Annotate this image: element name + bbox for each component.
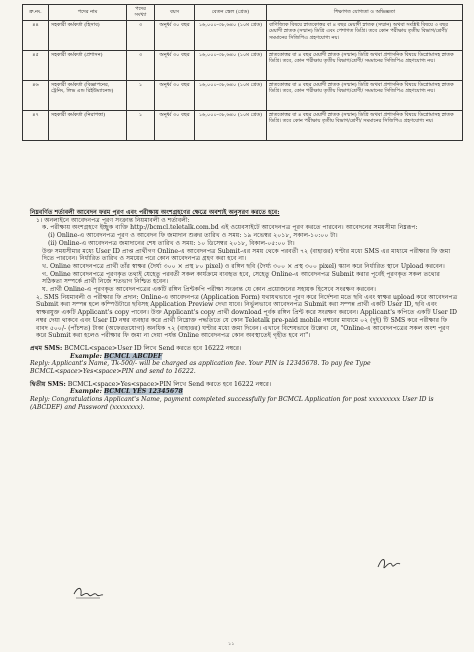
cell-age: অনূর্ধ্ব ৩০ বছর (155, 50, 195, 80)
cell-post: সহকারী কর্মকর্তা (প্রশাসন) (49, 50, 127, 80)
instructions-heading: নিম্নবর্ণিত শর্তাবলী আবেদন ফরম পূরণ এবং পরীক্ষায় অংশগ্রহণের ক্ষেত্রে অবশ্যই অনুসরণ করতে হবে: (30, 209, 280, 216)
schedule-start: (i) Online-এ আবেদনপত্র পূরণ ও আবেদন ফি জমাদান শুরুর তারিখ ও সময়: ১৯ নভেম্বর ২০১৮, সকাল-১০:০০ টা। (48, 232, 338, 240)
page-number: ১১ (228, 641, 235, 647)
reply-1: Reply: Applicant's Name, Tk-500/- will be charged as application fee. Your PIN is 12345678. To pay fee Type BCMCL<space>Yes<space>PIN and send to 16222. (30, 360, 371, 376)
table-row (23, 80, 463, 110)
example-1-label: Example: (70, 352, 102, 360)
cell-post: সহকারী কর্মকর্তা (নিরাপত্তা) (49, 110, 127, 140)
cell-count: ৩ (127, 50, 155, 80)
col-header-count: পদের সংখ্যা (127, 5, 155, 21)
cell-pay: ১৬,০০০-৩৮,৬৪০ (১০ম গ্রেড) (195, 20, 267, 50)
schedule-end: (ii) Online-এ আবেদনপত্র জমাদানের শেষ তারিখ ও সময়: ১০ ডিসেম্বর ২০১৮, বিকাল-০৫:০০ টা। (48, 239, 295, 247)
cell-post: সহকারী কর্মকর্তা (হিসাব) (49, 20, 127, 50)
table-row (23, 50, 463, 80)
cell-serial: ৪৭ (23, 110, 49, 140)
cell-count: ৩ (127, 20, 155, 50)
cell-qualification: স্নাতকোত্তর বা ৪ বছর মেয়াদী স্নাতক (সম্মান) ডিগ্রি অথবা প্রশাসনিক বিষয়ে ডিপ্লোমাসহ স্নাতক ডিগ্রি। তবে, কোন পরীক্ষায় তৃতীয় বিভাগ/শ্রেণী/ সমমানের সিজিপিএ গ্রহণযোগ্য নয়। (267, 50, 463, 80)
cell-serial: ৪৬ (23, 80, 49, 110)
signature-left (72, 584, 104, 602)
sms-1-line (30, 345, 460, 353)
example-1-value: BCMCL ABCDEF (104, 352, 163, 360)
col-header-serial: ক্র.নং. (23, 5, 49, 21)
table-row (23, 110, 463, 140)
posts-table (22, 4, 463, 141)
col-header-qualification: শিক্ষাগত যোগ্যতা ও অভিজ্ঞতা (267, 5, 463, 21)
cell-age: অনূর্ধ্ব ৩০ বছর (155, 110, 195, 140)
reply-2: Reply: Congratulations Applicant's Name, payment completed successfully for BCMCL Application for post xxxxxxxxx User ID is (ABCDEF) and Password (xxxxxxxx). (30, 396, 434, 411)
col-header-post: পদের নাম (49, 5, 127, 21)
clause-ka (30, 224, 460, 232)
clause-ka-note: উক্ত সময়সীমার মধ্যে User ID প্রাপ্ত প্রার্থীগণ Online-এ আবেদনপত্র Submit-এর সময় থেকে পরবর্তী ৭২ (বাহাত্তর) ঘণ্টার মধ্যে SMS এর মাধ্যমে পরীক্ষার ফি জমা দিতে পারবেন। নির্ধারিত তারিখ ও সময়ের পরে কোন আবেদনপত্র গ্রহণ করা হবে না। (42, 247, 451, 263)
sms-1-label: প্রথম SMS: (30, 344, 63, 352)
clause-gha: ঘ. প্রার্থী Online-এ পূরণকৃত আবেদনপত্রের একটি রঙ্গিন প্রিন্টকপি পরীক্ষা সংক্রান্ত যে কোন প্রয়োজনের সহায়ক হিসেবে সংরক্ষণ করবেন। (42, 286, 376, 294)
sms-2-label: দ্বিতীয় SMS: (30, 380, 66, 388)
cell-qualification: বাণিজ্যিক বিষয়ে স্নাতকোত্তর বা ৪ বছর মেয়াদী স্নাতক (সম্মান) অথবা সংশ্লিষ্ট বিষয়ে ৩ বছর মেয়াদী স্নাতক (সম্মান) ডিগ্রি এবং পেশাগত ডিগ্রি। তবে কোন পরীক্ষায় তৃতীয় বিভাগ/শ্রেণী/সমমানের সিজিপিএ গ্রহণযোগ্য নয়। (267, 20, 463, 50)
cell-count: ১ (127, 80, 155, 110)
cell-age: অনূর্ধ্ব ৩০ বছর (155, 20, 195, 50)
cell-serial: ৪৪ (23, 20, 49, 50)
table-row (23, 20, 463, 50)
sms-2-text: BCMCL<space>Yes<space>PIN লিখে Send করতে হবে 16222 নম্বরে। (67, 380, 272, 388)
cell-pay: ১৬,০০০-৩৮,৬৪০ (১০ম গ্রেড) (195, 50, 267, 80)
cell-serial: ৪৫ (23, 50, 49, 80)
sms-1-text: BCMCL<space>User ID লিখে Send করতে হবে 16222 নম্বরে। (64, 344, 242, 352)
example-2 (30, 388, 460, 396)
example-2-value: BCMCL YES 12345678 (104, 388, 183, 396)
cell-pay: ১৬,০০০-৩৮,৬৪০ (১০ম গ্রেড) (195, 110, 267, 140)
clause-ga: গ. Online আবেদনপত্রে পূরণকৃত তথ্যই যেহেতু পরবর্তী সকল কার্যক্রমে ব্যবহৃত হবে, সেহেতু Online-এ আবেদনপত্র Submit করার পূর্বেই পূরণকৃত সকল তথ্যের সঠিকতা সম্পর্কে প্রার্থী নিজে শতভাগ নিশ্চিত হবেন। (42, 270, 440, 286)
sms-2-line (30, 381, 460, 389)
cell-pay: ১৬,০০০-৩৮,৬৪০ (১০ম গ্রেড) (195, 80, 267, 110)
clause-kha: খ. Online আবেদনপত্রে প্রার্থী তাঁর স্বাক্ষর (দৈর্ঘ্য ৩০০ × প্রস্থ ৮০ pixel) ও রঙ্গিন ছবি (দৈর্ঘ্য ৩০০ × প্রস্থ ৩০০ pixel) স্ক্যান করে নির্ধারিত স্থানে Upload করবেন। (42, 262, 445, 270)
instructions-section (30, 209, 460, 412)
cell-age: অনূর্ধ্ব ৩০ বছর (155, 80, 195, 110)
clause-ka-text: ক. পরীক্ষায় অংশগ্রহণে ইচ্ছুক ব্যক্তি http://bcmcl.teletalk.com.bd এই ওয়েবসাইটে আবেদনপত্র পূরণ করতে পারবেন। আবেদনের সময়সীমা নিম্নরূপ: (42, 224, 418, 232)
cell-count: ১ (127, 110, 155, 140)
cell-post: সহকারী কর্মকর্তা (বিজ্ঞাপনের, ট্রেনিং, লিভ এন্ড রিইউম্যানেন্ড) (49, 80, 127, 110)
section-2-text: ২. SMS নিয়মাবলী ও পরীক্ষার ফি প্রদান: Online-এ আবেদনপত্র (Application Form) যথাযথভাবে পূরণ করে নির্দেশনা মতে ছবি এবং স্বাক্ষর upload করে আবেদনপত্র Submit করা সম্পন্ন হলে কম্পিউটারে ছবিসহ Application Preview দেখা যাবে। নির্ভুলভাবে আবেদনপত্র Submit করা সম্পন্ন প্রার্থী একটি User ID, ছবি এবং স্বাক্ষরযুক্ত একটি Applicant's copy পাবেন। উক্ত Applicant's copy প্রার্থী download পূর্বক রঙ্গিন প্রিন্ট করে সংরক্ষণ করবেন। Applicant's কপিতে একটি User ID নম্বর দেয়া থাকবে এবং User ID নম্বর ব্যবহার করে প্রার্থী নিম্নোক্ত পদ্ধতিতে যে কোন Teletalk pre-paid mobile নম্বরের মাধ্যমে ০২ (দুই) টি SMS করে পরীক্ষার ফি বাবদ ৫০০/- (পাঁচশত) টাকা (অফেরতযোগ্য) অনধিক ৭২ (বাহাত্তর) ঘণ্টার মধ্যে জমা দিবেন। এখানে বিশেষভাবে উল্লেখ্য যে, "Online-এ আবেদনপত্রের সকল অংশ পূরণ করে Submit করা হলেও পরীক্ষার ফি জমা না দেয়া পর্যন্ত Online আবেদনপত্র কোন অবস্থাতেই গৃহীত হবে না"। (36, 293, 458, 340)
col-header-pay: বেতন স্কেল (গ্রেড) (195, 5, 267, 21)
col-header-age: বয়স (155, 5, 195, 21)
section-1-title: ১। অনলাইনে আবেদনপত্র পূরণ সংক্রান্ত নিয়মাবলী ও শর্তাবলী: (36, 216, 190, 224)
example-2-label: Example: (70, 388, 102, 396)
cell-qualification: স্নাতকোত্তর বা ৪ বছর মেয়াদী স্নাতক (সম্মান) ডিগ্রি অথবা প্রশাসনিক বিষয়ে ডিপ্লোমাসহ স্নাতক ডিগ্রি। তবে কোন পরীক্ষায় তৃতীয় বিভাগ/শ্রেণী/ সমমানের সিজিপিএ গ্রহণযোগ্য নয়। (267, 110, 463, 140)
cell-qualification: স্নাতকোত্তর বা ৪ বছর মেয়াদী স্নাতক (সম্মান) ডিগ্রি অথবা প্রশাসনিক বিষয়ে ডিপ্লোমাসহ স্নাতক ডিগ্রি। তবে, কোন পরীক্ষায় তৃতীয় বিভাগ/শ্রেণী/ সমমানের সিজিপিএ গ্রহণযোগ্য নয়। (267, 80, 463, 110)
example-1 (30, 353, 460, 361)
table-header-row (23, 5, 463, 21)
signature-initials-right (376, 555, 402, 573)
